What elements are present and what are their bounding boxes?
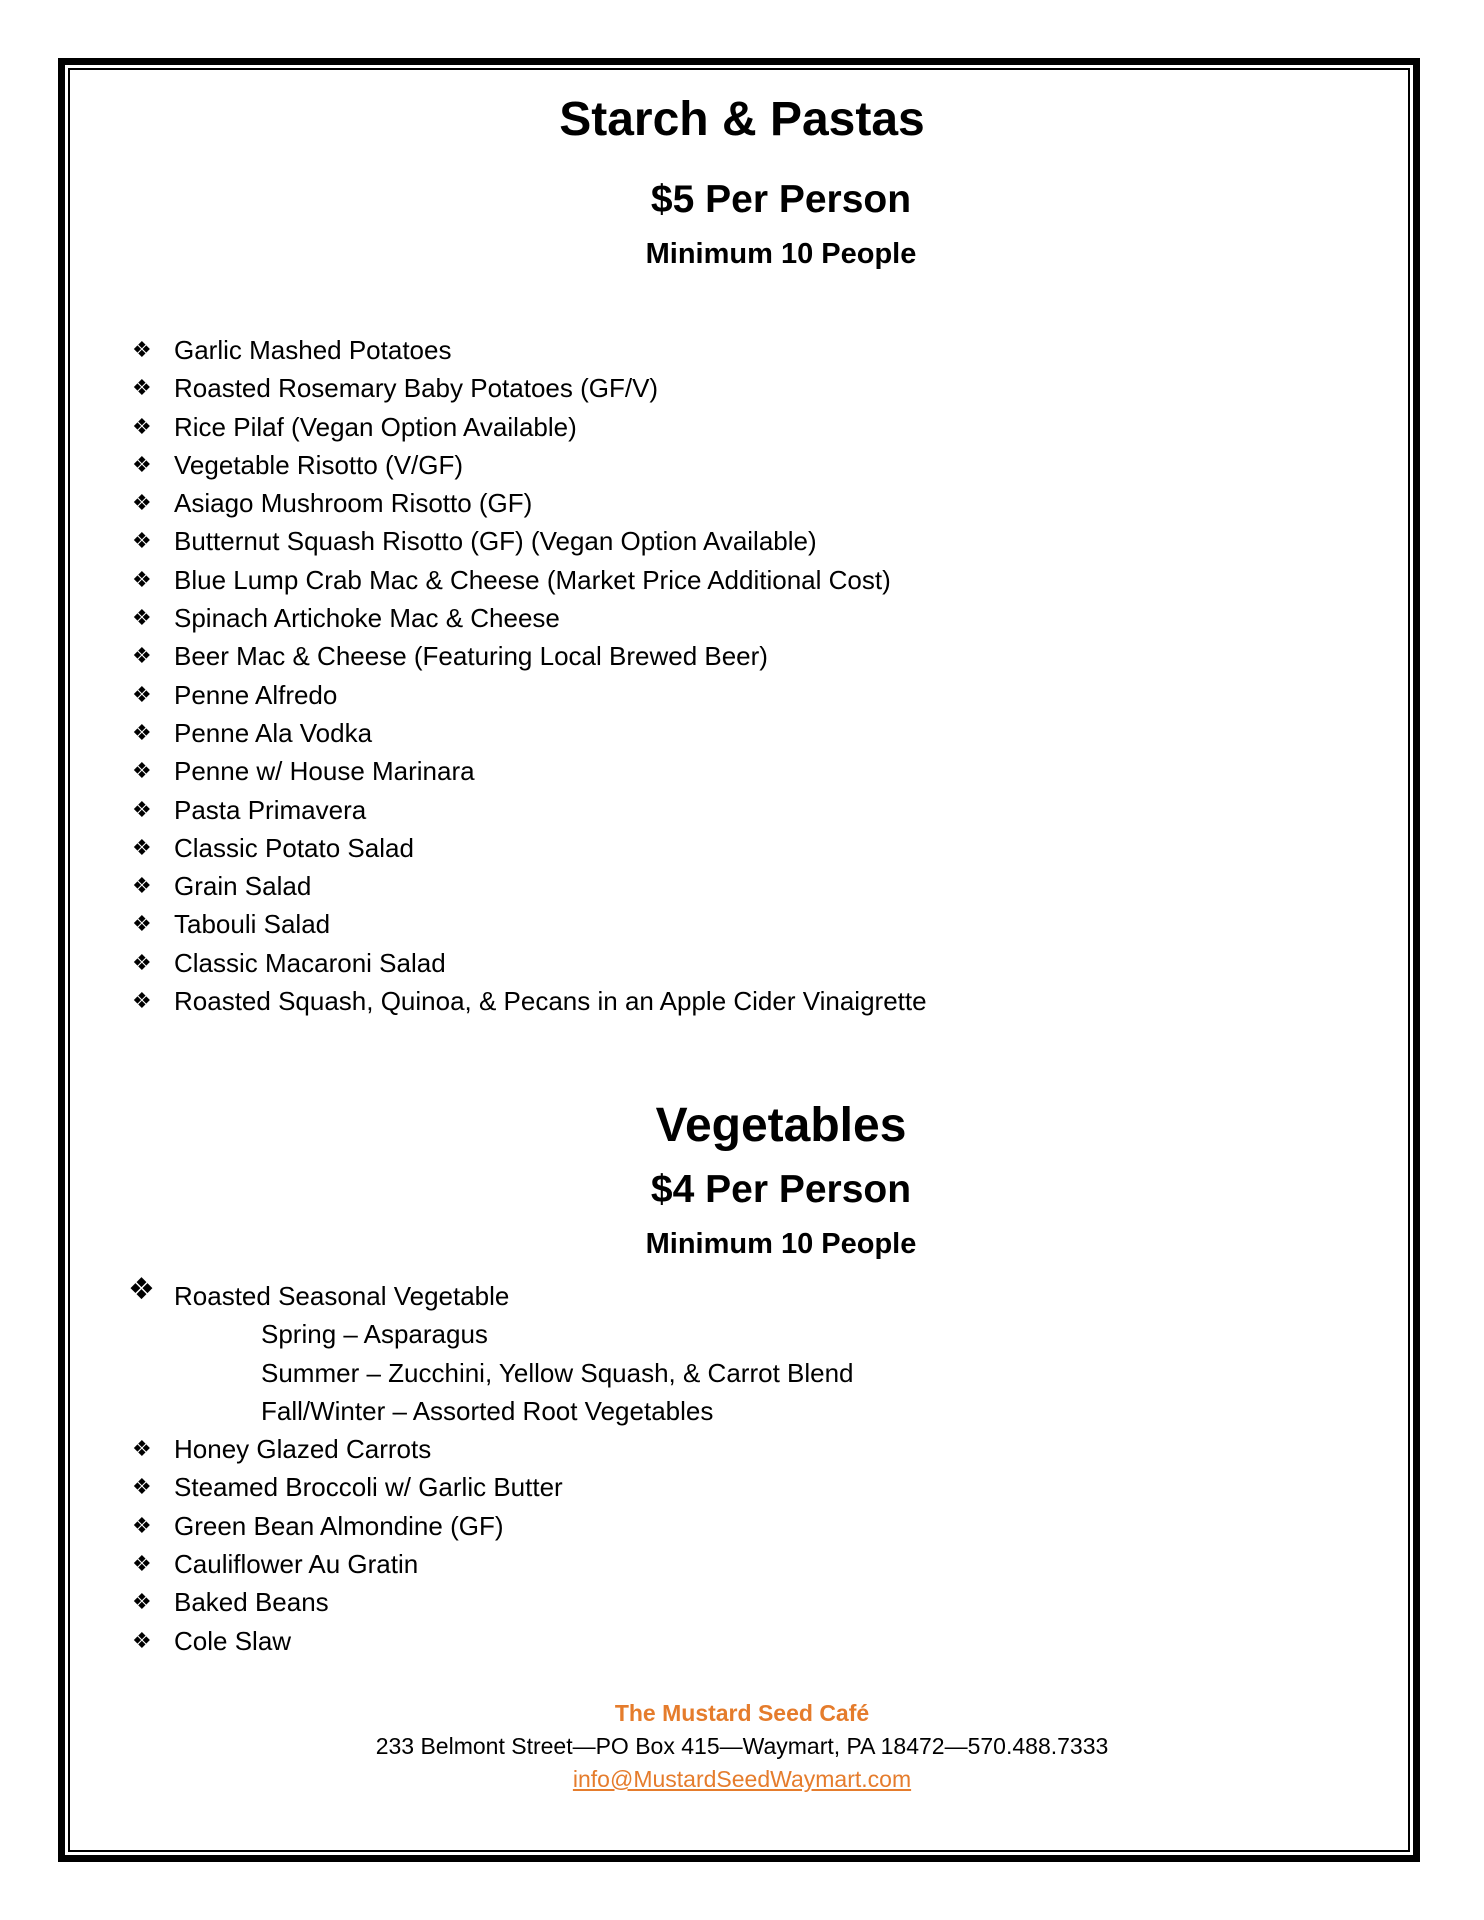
seasonal-option (128, 1315, 854, 1353)
list-item-label: Honey Glazed Carrots (174, 1434, 432, 1465)
list-item-label: Cole Slaw (174, 1625, 292, 1656)
list-item (128, 944, 927, 982)
list-item (128, 867, 927, 905)
list-item-label: Beer Mac & Cheese (Featuring Local Brewed Beer) (174, 641, 768, 672)
list-item-label: Blue Lump Crab Mac & Cheese (Market Price Additional Cost) (174, 564, 891, 595)
list-item-label: Grain Salad (174, 871, 312, 902)
list-item (128, 1273, 854, 1315)
seasonal-option-label: Summer – Zucchini, Yellow Squash, & Carrot Blend (261, 1357, 854, 1388)
diamond-bullet-icon: ❖ (132, 796, 152, 822)
list-item (128, 637, 927, 675)
starch-section-minimum: Minimum 10 People (645, 238, 917, 270)
list-item-label: Roasted Squash, Quinoa, & Pecans in an Apple Cider Vinaigrette (174, 986, 927, 1017)
diamond-bullet-icon: ❖ (132, 528, 152, 554)
list-item-label: Roasted Seasonal Vegetable (174, 1281, 510, 1311)
diamond-bullet-icon: ❖ (132, 911, 152, 937)
diamond-bullet-icon: ❖ (132, 337, 152, 362)
list-item (128, 408, 927, 446)
list-item (128, 676, 927, 714)
email-link[interactable]: info@MustardSeedWaymart.com (572, 1766, 912, 1792)
cafe-name: The Mustard Seed Café (614, 1700, 870, 1726)
list-item (128, 522, 927, 560)
diamond-bullet-icon: ❖ (132, 719, 152, 745)
diamond-bullet-icon: ❖ (132, 375, 152, 401)
list-item (128, 484, 927, 522)
vegetable-section-price: $4 Per Person (650, 1168, 912, 1211)
diamond-bullet-icon: ❖ (132, 451, 152, 477)
list-item (128, 1583, 854, 1621)
list-item-label: Penne Ala Vodka (174, 717, 373, 748)
vegetable-item-list (128, 1273, 854, 1660)
diamond-bullet-icon: ❖ (132, 490, 152, 516)
diamond-bullet-icon: ❖ (132, 758, 152, 784)
seasonal-option-label: Fall/Winter – Assorted Root Vegetables (261, 1395, 714, 1426)
diamond-bullet-icon: ❖ (132, 605, 152, 631)
starch-section-title: Starch & Pastas (559, 93, 925, 146)
list-item-label: Baked Beans (174, 1587, 329, 1618)
list-item-label: Vegetable Risotto (V/GF) (174, 449, 464, 480)
list-item-label: Garlic Mashed Potatoes (174, 335, 452, 365)
list-item (128, 829, 927, 867)
diamond-bullet-icon: ❖ (132, 834, 152, 860)
list-item (128, 561, 927, 599)
list-item (128, 1468, 854, 1506)
list-item-label: Roasted Rosemary Baby Potatoes (GF/V) (174, 373, 659, 404)
list-item (128, 714, 927, 752)
list-item (128, 1622, 854, 1660)
list-item-label: Steamed Broccoli w/ Garlic Butter (174, 1472, 563, 1503)
list-item (128, 752, 927, 790)
diamond-bullet-icon: ❖ (132, 566, 152, 592)
list-item (128, 446, 927, 484)
list-item (128, 905, 927, 943)
list-item-label: Classic Potato Salad (174, 832, 414, 863)
diamond-bullet-icon: ❖ (132, 1589, 152, 1615)
list-item-label: Rice Pilaf (Vegan Option Available) (174, 411, 577, 442)
vegetable-section-title: Vegetables (655, 1099, 907, 1152)
cafe-address: 233 Belmont Street—PO Box 415—Waymart, PA 18472—570.488.7333 (375, 1733, 1109, 1759)
diamond-bullet-icon: ❖ (132, 1627, 152, 1653)
diamond-bullet-icon: ❖ (132, 1512, 152, 1538)
diamond-bullet-icon: ❖ (132, 1551, 152, 1577)
list-item-label: Cauliflower Au Gratin (174, 1549, 419, 1580)
list-item (128, 1545, 854, 1583)
diamond-bullet-icon: ❖ (132, 413, 152, 439)
vegetable-section-minimum: Minimum 10 People (645, 1228, 917, 1260)
seasonal-option (128, 1354, 854, 1392)
diamond-bullet-icon: ❖ (132, 949, 152, 975)
list-item (128, 1430, 854, 1468)
diamond-bullet-icon: ❖ (132, 1436, 152, 1462)
diamond-bullet-icon: ❖ (132, 873, 152, 899)
list-item (128, 1507, 854, 1545)
list-item-label: Tabouli Salad (174, 909, 331, 940)
list-item (128, 331, 927, 369)
seasonal-option-label: Spring – Asparagus (261, 1319, 488, 1350)
seasonal-option (128, 1392, 854, 1430)
list-item (128, 599, 927, 637)
diamond-bullet-icon: ❖ (132, 643, 152, 669)
list-item-label: Classic Macaroni Salad (174, 947, 446, 978)
list-item-label: Spinach Artichoke Mac & Cheese (174, 603, 560, 634)
list-item-label: Penne Alfredo (174, 679, 338, 710)
diamond-bullet-icon: ❖ (132, 988, 152, 1014)
list-item-label: Green Bean Almondine (GF) (174, 1510, 504, 1541)
diamond-bullet-icon: ❖ (132, 1474, 152, 1500)
list-item (128, 369, 927, 407)
list-item-label: Asiago Mushroom Risotto (GF) (174, 488, 533, 519)
list-item-label: Butternut Squash Risotto (GF) (Vegan Option Available) (174, 526, 817, 557)
list-item (128, 982, 927, 1020)
diamond-bullet-icon: ❖ (132, 681, 152, 707)
list-item (128, 791, 927, 829)
diamond-bullet-icon: ❖ (128, 1273, 155, 1306)
list-item-label: Pasta Primavera (174, 794, 367, 825)
starch-item-list (128, 331, 927, 1020)
starch-section-price: $5 Per Person (650, 178, 912, 221)
list-item-label: Penne w/ House Marinara (174, 756, 475, 787)
